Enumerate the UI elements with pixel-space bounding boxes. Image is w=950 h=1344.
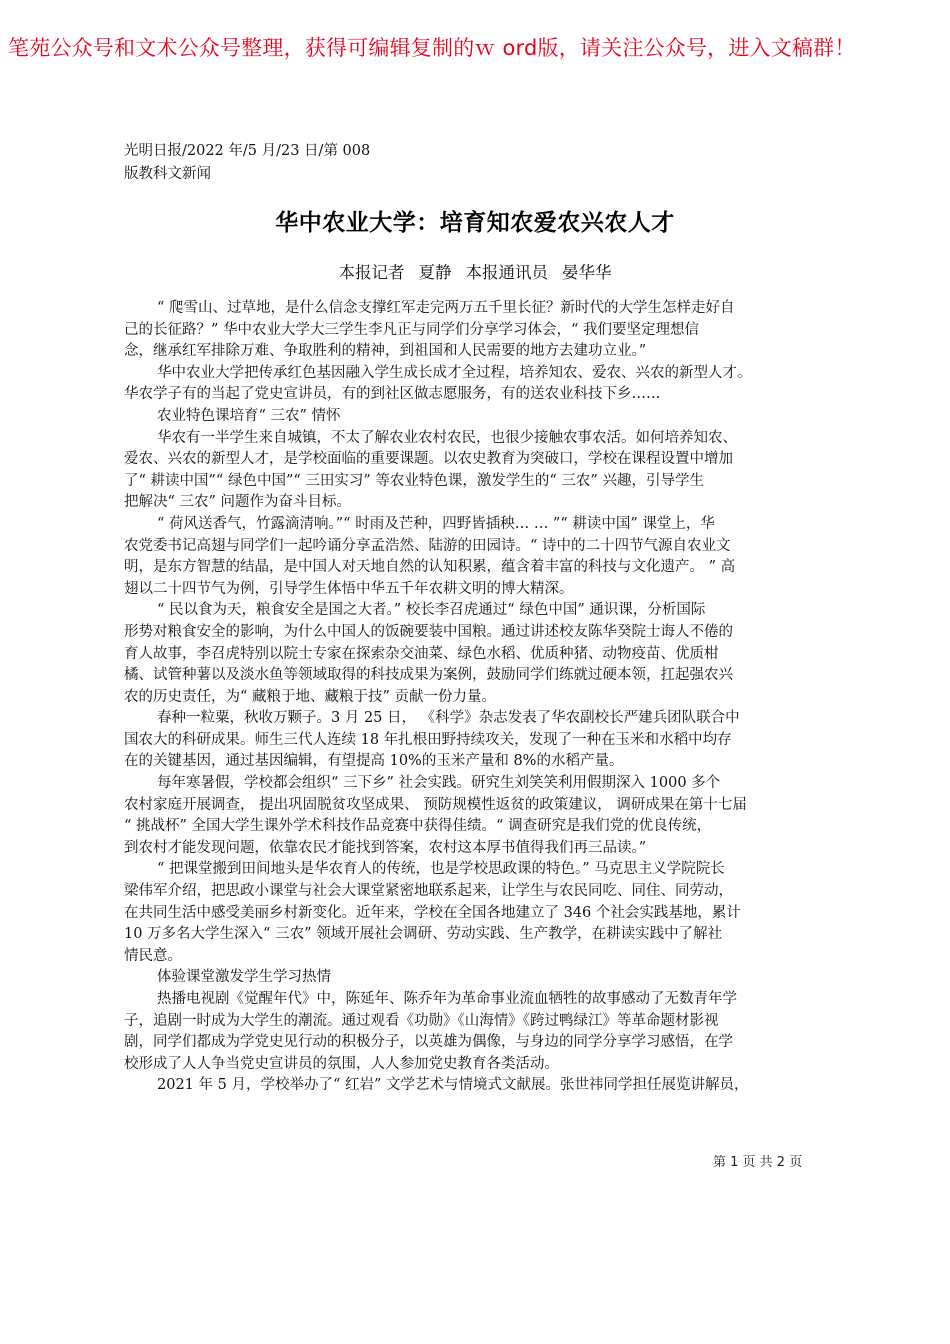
text-line: 情民意。 bbox=[124, 947, 182, 964]
paragraph bbox=[124, 298, 834, 363]
paragraph bbox=[124, 989, 834, 1075]
byline bbox=[0, 259, 950, 283]
text-line: 剧，同学们都成为学党史见行动的积极分子，以英雄为偶像，与身边的同学分享学习感悟，在学 bbox=[124, 1034, 733, 1051]
paragraph bbox=[124, 428, 834, 514]
text-line: “ 荷风送香气，竹露滴清响。”“ 时雨及芒种，四野皆插秧… … ”“ 耕读中国” 课堂上，华 bbox=[157, 515, 715, 532]
paragraph bbox=[124, 1075, 834, 1097]
paragraph bbox=[124, 600, 834, 708]
text-line: 校形成了人人争当党史宣讲员的氛围，人人参加党史教育各类活动。 bbox=[124, 1055, 559, 1072]
paragraph bbox=[124, 708, 834, 773]
text-line: 春种一粒粟，秋收万颗子。3 月 25 日， 《科学》杂志发表了华农副校长严建兵团队联合中 bbox=[157, 710, 740, 727]
byline-role-correspondent: 本报通讯员 bbox=[465, 263, 548, 282]
section-heading bbox=[124, 406, 834, 428]
paragraph bbox=[124, 859, 834, 967]
text-line: 翅以二十四节气为例，引导学生体悟中华五千年农耕文明的博大精深。 bbox=[124, 580, 574, 597]
article-title: 华中农业大学：培育知农爱农兴农人才 bbox=[275, 209, 675, 236]
text-line: 华农有一半学生来自城镇，不太了解农业农村农民，也很少接触农事农活。如何培养知农、 bbox=[157, 429, 737, 446]
text-line: 育人故事，李召虎特别以院士专家在探索杂交油菜、绿色水稻、优质种猪、动物疫苗、优质柑 bbox=[124, 645, 719, 662]
text-line: 每年寒暑假，学校都会组织“ 三下乡” 社会实践。研究生刘笑笑利用假期深入 1000 多个 bbox=[157, 775, 721, 792]
text-line: 华中农业大学把传承红色基因融入学生成长成才全过程，培养知农、爱农、兴农的新型人才。 bbox=[157, 364, 752, 381]
text-line: 到农村才能发现问题，依靠农民才能找到答案，农村这本厚书值得我们再三品读。” bbox=[124, 839, 647, 856]
text-line: 橘、试管种薯以及淡水鱼等领域取得的科技成果为案例，鼓励同学们练就过硬本领，扛起强农兴 bbox=[124, 667, 733, 684]
text-line: 2021 年 5 月，学校举办了“ 红岩” 文学艺术与情境式文献展。张世祎同学担任展览讲解员， bbox=[157, 1077, 749, 1094]
text-line: 在共同生活中感受美丽乡村新变化。近年来，学校在全国各地建立了 346 个社会实践基地，累计 bbox=[124, 904, 741, 921]
text-line: 了“ 耕读中国”“ 绿色中国”“ 三田实习” 等农业特色课，激发学生的“ 三农” 兴趣，引导学生 bbox=[124, 472, 704, 489]
text-line: “ 爬雪山、过草地，是什么信念支撑红军走完两万五千里长征？新时代的大学生怎样走好自 bbox=[157, 300, 735, 316]
article-body bbox=[124, 298, 834, 1097]
text-line: 梁伟军介绍，把思政小课堂与社会大课堂紧密地联系起来，让学生与农民同吃、同住、同劳动， bbox=[124, 883, 733, 900]
watermark-banner: 笔苑公众号和文术公众号整理，获得可编辑复制的ｗ ord版，请关注公众号，进入文稿群！ bbox=[8, 36, 856, 60]
publication-section-line: 版教科文新闻 bbox=[124, 166, 211, 182]
text-line: 农党委书记高翅与同学们一起吟诵分享孟浩然、陆游的田园诗。“ 诗中的二十四节气源自农业文 bbox=[124, 537, 731, 554]
text-line: 农的历史责任，为“ 藏粮于地、藏粮于技” 贡献一份力量。 bbox=[124, 688, 497, 705]
paragraph bbox=[124, 773, 834, 859]
publication-source-line: 光明日报/2022 年/5 月/23 日/第 008 bbox=[124, 143, 371, 159]
publication-meta bbox=[124, 140, 370, 186]
byline-correspondent-name: 晏华华 bbox=[562, 263, 612, 282]
text-line: 国农大的科研成果。师生三代人连续 18 年扎根田野持续攻关，发现了一种在玉米和水稻中均存 bbox=[124, 731, 732, 748]
text-line: 己的长征路？” 华中农业大学大三学生李凡正与同学们分享学习体会，“ 我们要坚定理想信 bbox=[124, 321, 700, 338]
text-line: 子，追剧一时成为大学生的潮流。通过观看《功勋》《山海情》《跨过鸭绿江》等革命题材影视 bbox=[124, 1012, 719, 1029]
text-line: “ 挑战杯” 全国大学生课外学术科技作品竞赛中获得佳绩。“ 调查研究是我们党的优良传统， bbox=[124, 818, 712, 835]
text-line: 把解决“ 三农” 问题作为奋斗目标。 bbox=[124, 494, 352, 511]
text-line: 形势对粮食安全的影响，为什么中国人的饭碗要装中国粮。通过讲述校友陈华癸院士诲人不倦的 bbox=[124, 623, 733, 640]
paragraph bbox=[124, 363, 834, 406]
text-line: 华农学子有的当起了党史宣讲员，有的到社区做志愿服务，有的送农业科技下乡…… bbox=[124, 386, 661, 403]
text-line: 在的关键基因，通过基因编辑，有望提高 10%的玉米产量和 8%的水稻产量。 bbox=[124, 753, 624, 770]
text-line: 爱农、兴农的新型人才，是学校面临的重要课题。以农史教育为突破口，学校在课程设置中增加 bbox=[124, 451, 733, 468]
text-line: 念，继承红军排除万难、争取胜利的精神，到祖国和人民需要的地方去建功立业。” bbox=[124, 343, 647, 360]
text-line: 体验课堂激发学生学习热情 bbox=[157, 969, 331, 986]
text-line: “ 把课堂搬到田间地头是华农育人的传统，也是学校思政课的特色。” 马克思主义学院院长 bbox=[157, 861, 725, 878]
text-line: 农业特色课培育“ 三农” 情怀 bbox=[157, 407, 341, 424]
text-line: 10 万多名大学生深入“ 三农” 领域开展社会调研、劳动实践、生产教学，在耕读实践中了解社 bbox=[124, 926, 723, 943]
byline-role-reporter: 本报记者 bbox=[338, 263, 405, 282]
text-line: 热播电视剧《觉醒年代》中，陈延年、陈乔年为革命事业流血牺牲的故事感动了无数青年学 bbox=[157, 991, 737, 1007]
byline-reporter-name: 夏静 bbox=[418, 263, 452, 282]
paragraph bbox=[124, 514, 834, 600]
page-number: 第 1 页 共 2 页 bbox=[713, 1155, 803, 1170]
text-line: 明，是东方智慧的结晶，是中国人对天地自然的认知积累，蕴含着丰富的科技与文化遗产。 ” 高 bbox=[124, 559, 736, 576]
text-line: “ 民以食为天，粮食安全是国之大者。” 校长李召虎通过“ 绿色中国” 通识课，分析国际 bbox=[157, 602, 706, 619]
section-heading bbox=[124, 967, 834, 989]
text-line: 农村家庭开展调查， 提出巩固脱贫攻坚成果、 预防规模性返贫的政策建议， 调研成果在第十七届 bbox=[124, 796, 747, 813]
